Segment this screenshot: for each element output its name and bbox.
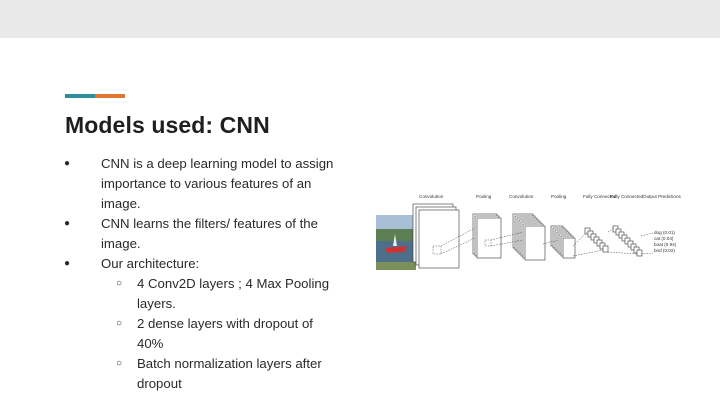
conv1-feature-maps (413, 204, 459, 268)
pool1-feature-maps (473, 214, 501, 258)
bullet-1-line-1: CNN is a deep learning model to assign (101, 156, 334, 171)
sub-bullet-marker: ○ (115, 358, 123, 369)
bullet-marker: ● (63, 218, 71, 229)
sub-bullet-marker: ○ (115, 278, 123, 289)
sub-bullet-marker: ○ (115, 318, 123, 329)
label-fully-connected-2: Fully Connected (610, 194, 644, 199)
bullet-1-line-3: image. (101, 196, 141, 211)
top-band (0, 0, 720, 38)
label-pooling-1: Pooling (476, 194, 492, 199)
bullet-3-line-1: Our architecture: (101, 256, 200, 271)
pool2-feature-maps (551, 226, 575, 258)
label-pooling-2: Pooling (551, 194, 567, 199)
bullet-2-line-1: CNN learns the filters/ features of the (101, 216, 318, 231)
sub-bullet-2-line-1: 2 dense layers with dropout of (137, 316, 313, 331)
slide-title: Models used: CNN (65, 112, 270, 138)
sub-bullet-3-line-1: Batch normalization layers after (137, 356, 322, 371)
label-convolution-2: Convolution (509, 194, 534, 199)
prediction-cat: cat (0.04) (654, 236, 674, 241)
sub-bullet-2-line-2: 40% (137, 336, 164, 351)
cnn-diagram-svg (373, 188, 693, 278)
sub-bullet-1-line-2: layers. (137, 296, 176, 311)
prediction-dog: dog (0.01) (654, 230, 675, 235)
accent-bar-teal (65, 94, 95, 98)
sub-bullet-3-line-2: dropout (137, 376, 182, 391)
bullet-2-line-2: image. (101, 236, 141, 251)
bullet-1-line-2: importance to various features of an (101, 176, 312, 191)
sub-bullet-1-line-1: 4 Conv2D layers ; 4 Max Pooling (137, 276, 330, 291)
prediction-boat: boat (0.94) (654, 242, 677, 247)
fully-connected-2 (613, 226, 642, 256)
label-fully-connected-1: Fully Connected (583, 194, 617, 199)
accent-bar-orange (95, 94, 125, 98)
prediction-bird: bird (0.02) (654, 248, 675, 253)
input-boat-image (376, 215, 416, 270)
conv2-feature-maps (513, 214, 545, 260)
fully-connected-1 (585, 228, 608, 252)
label-output-predictions: Output Predictions (643, 194, 681, 199)
label-convolution-1: Convolution (419, 194, 444, 199)
bullet-marker: ● (63, 158, 71, 169)
bullet-marker: ● (63, 258, 71, 269)
cnn-architecture-diagram (373, 188, 693, 278)
